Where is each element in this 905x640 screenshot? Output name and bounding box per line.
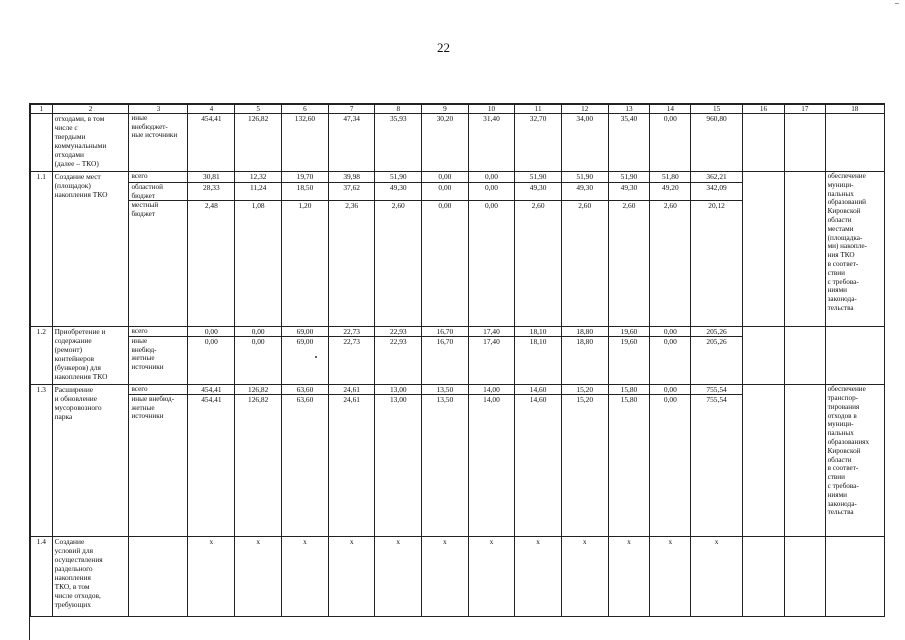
funding-value: 69,00 — [282, 327, 329, 337]
funding-value: 49,30 — [561, 183, 608, 201]
funding-source: иные внебюджет- ные источники — [129, 114, 188, 172]
funding-source: всего — [129, 327, 188, 337]
empty-col-17 — [785, 385, 825, 537]
funding-value: 49,20 — [650, 183, 691, 201]
item-code: 1.1 — [31, 172, 53, 327]
column-number-cell: 15 — [691, 105, 743, 114]
funding-source: областной бюджет — [129, 183, 188, 201]
funding-value: 0,00 — [468, 172, 515, 183]
scan-speck — [895, 3, 899, 4]
funding-value: 14,00 — [468, 385, 515, 395]
funding-value: 0,00 — [235, 327, 282, 337]
funding-value: 18,50 — [282, 183, 329, 201]
funding-value: 49,30 — [515, 183, 562, 201]
funding-value: 19,60 — [608, 337, 650, 385]
column-number-cell: 6 — [282, 105, 329, 114]
expected-result — [825, 114, 884, 172]
funding-value: 15,80 — [608, 385, 650, 395]
column-number-cell: 3 — [129, 105, 188, 114]
funding-value: 51,90 — [515, 172, 562, 183]
funding-value: х — [422, 537, 469, 617]
funding-value: 2,60 — [515, 201, 562, 327]
funding-value: 19,60 — [608, 327, 650, 337]
column-number-cell: 18 — [825, 105, 884, 114]
empty-col-16 — [742, 385, 784, 537]
column-number-cell: 7 — [328, 105, 375, 114]
funding-value: 454,41 — [188, 395, 235, 537]
funding-value: 18,80 — [561, 337, 608, 385]
funding-value: 126,82 — [235, 114, 282, 172]
funding-value: 31,40 — [468, 114, 515, 172]
funding-value: х — [608, 537, 650, 617]
funding-value: 13,00 — [375, 395, 422, 537]
funding-value: 0,00 — [650, 385, 691, 395]
column-number-cell: 11 — [515, 105, 562, 114]
funding-value: 51,80 — [650, 172, 691, 183]
scan-dot — [315, 356, 317, 358]
table-sheet — [29, 103, 885, 640]
expected-result: обеспечение транспор- тирования отходов в муници- пальных образованиях Кировской области в соответ- ствии с требова- ниями законода- тельства — [825, 385, 884, 537]
funding-value: 51,90 — [561, 172, 608, 183]
funding-value: х — [282, 537, 329, 617]
funding-value: 69,00 — [282, 337, 329, 385]
column-number-cell: 5 — [235, 105, 282, 114]
column-number-cell: 10 — [468, 105, 515, 114]
funding-value: 28,33 — [188, 183, 235, 201]
column-number-cell: 2 — [52, 105, 129, 114]
table-row — [31, 114, 885, 172]
funding-value: 454,41 — [188, 114, 235, 172]
funding-value: 30,81 — [188, 172, 235, 183]
funding-value: 0,00 — [422, 172, 469, 183]
funding-value: 1,20 — [282, 201, 329, 327]
funding-value: 0,00 — [650, 114, 691, 172]
funding-source: всего — [129, 172, 188, 183]
funding-value: 454,41 — [188, 385, 235, 395]
empty-col-17 — [785, 114, 825, 172]
funding-value: 63,60 — [282, 395, 329, 537]
item-code: 1.2 — [31, 327, 53, 385]
program-table — [30, 104, 885, 617]
funding-source: всего — [129, 385, 188, 395]
funding-value: 12,32 — [235, 172, 282, 183]
funding-value: 2,48 — [188, 201, 235, 327]
table-row — [31, 537, 885, 617]
funding-value: 15,20 — [561, 395, 608, 537]
funding-source — [129, 537, 188, 617]
funding-value: 2,60 — [608, 201, 650, 327]
funding-value: 49,30 — [608, 183, 650, 201]
funding-value: 20,12 — [691, 201, 743, 327]
funding-value: 205,26 — [691, 327, 743, 337]
funding-value: 13,00 — [375, 385, 422, 395]
empty-col-16 — [742, 537, 784, 617]
funding-value: 22,73 — [328, 337, 375, 385]
item-description: Приобретение и содержание (ремонт) контейнеров (бункеров) для накопления ТКО — [52, 327, 129, 385]
funding-value: 0,00 — [468, 201, 515, 327]
column-number-cell: 4 — [188, 105, 235, 114]
funding-value: 35,93 — [375, 114, 422, 172]
empty-col-17 — [785, 172, 825, 327]
funding-value: х — [650, 537, 691, 617]
column-number-cell: 8 — [375, 105, 422, 114]
funding-value: 39,98 — [328, 172, 375, 183]
funding-value: 22,93 — [375, 337, 422, 385]
funding-value: 126,82 — [235, 385, 282, 395]
funding-value: 13,50 — [422, 395, 469, 537]
column-number-cell: 13 — [608, 105, 650, 114]
funding-value: х — [188, 537, 235, 617]
empty-col-16 — [742, 172, 784, 327]
table-row — [31, 385, 885, 395]
empty-col-16 — [742, 114, 784, 172]
funding-value: 16,70 — [422, 337, 469, 385]
funding-value: 19,70 — [282, 172, 329, 183]
funding-value: 2,60 — [650, 201, 691, 327]
funding-value: 17,40 — [468, 327, 515, 337]
expected-result — [825, 327, 884, 385]
funding-value: 0,00 — [188, 337, 235, 385]
expected-result — [825, 537, 884, 617]
item-code — [31, 114, 53, 172]
funding-value: 1,08 — [235, 201, 282, 327]
funding-value: 0,00 — [650, 395, 691, 537]
funding-value: 0,00 — [650, 327, 691, 337]
funding-source: местный бюджет — [129, 201, 188, 327]
funding-value: х — [691, 537, 743, 617]
funding-value: 24,61 — [328, 395, 375, 537]
item-description: Создание условий для осуществления раздельного накопления ТКО, в том числе отходов, требующих — [52, 537, 129, 617]
funding-value: 22,73 — [328, 327, 375, 337]
funding-value: 0,00 — [188, 327, 235, 337]
funding-value: 51,90 — [375, 172, 422, 183]
funding-value: 960,80 — [691, 114, 743, 172]
funding-value: 18,80 — [561, 327, 608, 337]
funding-value: 24,61 — [328, 385, 375, 395]
funding-value: 49,30 — [375, 183, 422, 201]
funding-value: 14,60 — [515, 395, 562, 537]
column-number-cell: 9 — [422, 105, 469, 114]
funding-value: 35,40 — [608, 114, 650, 172]
empty-col-16 — [742, 327, 784, 385]
funding-value: 22,93 — [375, 327, 422, 337]
funding-value: х — [561, 537, 608, 617]
funding-value: 14,00 — [468, 395, 515, 537]
item-description: отходами, в том числе с твердыми коммунальными отходами (далее – ТКО) — [52, 114, 129, 172]
funding-value: 0,00 — [422, 201, 469, 327]
item-description: Расширение и обновление мусоровозного парка — [52, 385, 129, 537]
funding-value: 0,00 — [422, 183, 469, 201]
funding-value: 47,34 — [328, 114, 375, 172]
funding-value: х — [468, 537, 515, 617]
funding-value: 17,40 — [468, 337, 515, 385]
table-row — [31, 327, 885, 337]
funding-value: 14,60 — [515, 385, 562, 395]
funding-value: 18,10 — [515, 327, 562, 337]
funding-value: 2,36 — [328, 201, 375, 327]
item-description: Создание мест (площадок) накопления ТКО — [52, 172, 129, 327]
funding-value: 755,54 — [691, 395, 743, 537]
funding-value: 755,54 — [691, 385, 743, 395]
empty-col-17 — [785, 537, 825, 617]
column-number-row — [31, 105, 885, 114]
funding-value: 15,80 — [608, 395, 650, 537]
empty-col-17 — [785, 327, 825, 385]
column-number-cell: 1 — [31, 105, 53, 114]
funding-value: 2,60 — [561, 201, 608, 327]
funding-source: иные внебюд- жетные источники — [129, 337, 188, 385]
funding-value: 132,60 — [282, 114, 329, 172]
funding-value: 37,62 — [328, 183, 375, 201]
funding-value: 205,26 — [691, 337, 743, 385]
column-number-cell: 14 — [650, 105, 691, 114]
funding-value: 342,09 — [691, 183, 743, 201]
funding-value: х — [328, 537, 375, 617]
funding-value: х — [235, 537, 282, 617]
funding-value: 0,00 — [650, 337, 691, 385]
funding-value: 0,00 — [235, 337, 282, 385]
page-number: 22 — [437, 40, 450, 55]
funding-value: 32,70 — [515, 114, 562, 172]
funding-value: х — [515, 537, 562, 617]
funding-value: 18,10 — [515, 337, 562, 385]
item-code: 1.3 — [31, 385, 53, 537]
funding-value: 0,00 — [468, 183, 515, 201]
funding-value: 11,24 — [235, 183, 282, 201]
funding-value: 34,00 — [561, 114, 608, 172]
column-number-cell: 16 — [742, 105, 784, 114]
funding-value: 30,20 — [422, 114, 469, 172]
funding-value: х — [375, 537, 422, 617]
funding-value: 63,60 — [282, 385, 329, 395]
funding-value: 126,82 — [235, 395, 282, 537]
funding-value: 51,90 — [608, 172, 650, 183]
funding-value: 16,70 — [422, 327, 469, 337]
column-number-cell: 12 — [561, 105, 608, 114]
column-number-cell: 17 — [785, 105, 825, 114]
funding-value: 15,20 — [561, 385, 608, 395]
funding-source: иные внебюд- жетные источники — [129, 395, 188, 537]
expected-result: обеспечение муници- пальных образований Кировской области местами (площадка- ми) накопле- ния ТКО в соответ- ствии с требова- ниями законода- тельства — [825, 172, 884, 327]
funding-value: 2,60 — [375, 201, 422, 327]
table-row — [31, 172, 885, 183]
funding-value: 13,50 — [422, 385, 469, 395]
funding-value: 362,21 — [691, 172, 743, 183]
item-code: 1.4 — [31, 537, 53, 617]
